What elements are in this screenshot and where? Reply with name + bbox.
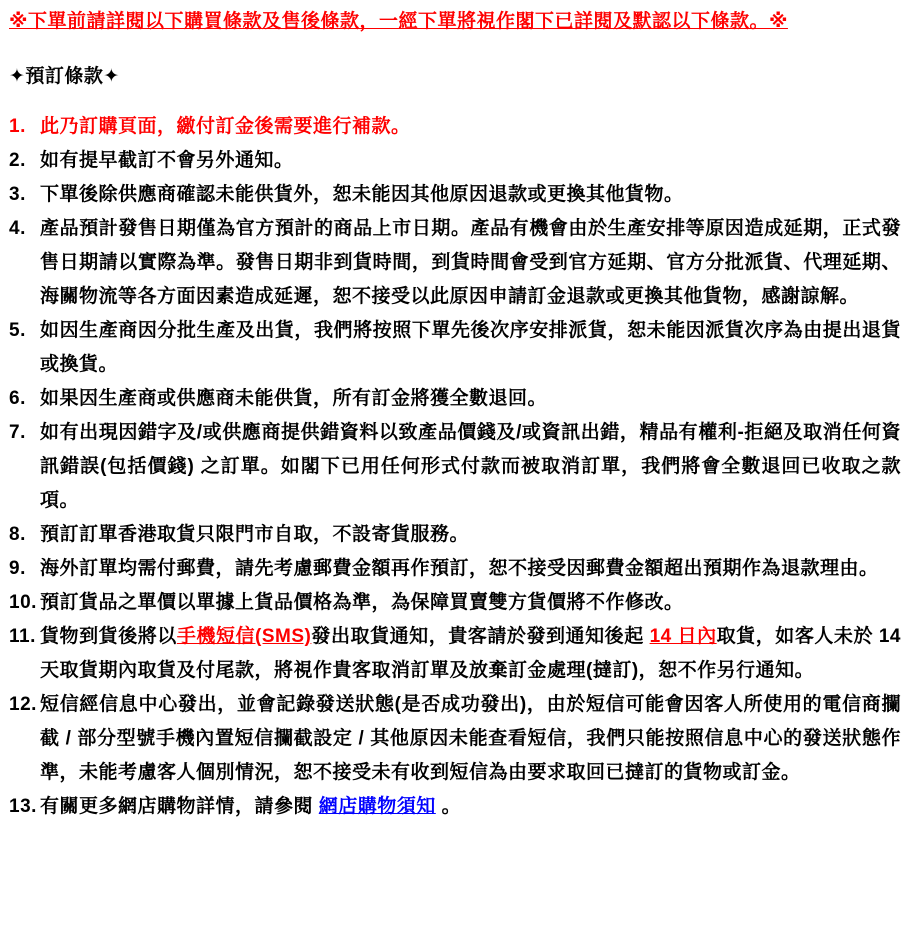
highlighted-term-text: 14 日內 — [649, 626, 717, 647]
term-text-segment: 預訂貨品之單價以單據上貨品價格為準，為保障買賣雙方貨價將不作修改。 — [40, 592, 684, 613]
term-text — [40, 518, 901, 552]
term-number: 13. — [9, 796, 37, 817]
term-text — [40, 416, 901, 518]
term-item — [9, 790, 901, 824]
term-number: 8. — [9, 524, 26, 545]
term-item — [9, 314, 901, 382]
term-text-segment: 發出取貨通知，貴客請於發到通知後起 — [311, 626, 650, 647]
term-number: 5. — [9, 320, 26, 341]
term-text-segment: 貨物到貨後將以 — [40, 626, 177, 647]
highlighted-term-text: 手機短信(SMS) — [176, 626, 312, 647]
term-item — [9, 110, 901, 144]
term-item — [9, 178, 901, 212]
term-number: 9. — [9, 558, 26, 579]
term-text-segment: 取貨，如客人未於 14 天取貨期內取貨及付尾款，將視作貴客取消訂單及放棄訂金處理(撻訂)，恕不作另行通知。 — [40, 626, 901, 681]
term-text — [40, 620, 901, 688]
term-number: 10. — [9, 592, 37, 613]
term-text-segment: 有關更多網店購物詳情，請參閱 — [40, 796, 319, 817]
term-number: 11. — [9, 626, 36, 647]
term-text-segment: 如有出現因錯字及/或供應商提供錯資料以致產品價錢及/或資訊出錯，精品有權利-拒絕及取消任何資訊錯誤(包括價錢) 之訂單。如閣下已用任何形式付款而被取消訂單，我們將會全數退回已收取之款項。 — [40, 422, 901, 511]
term-text-segment: 短信經信息中心發出，並會記錄發送狀態(是否成功發出)，由於短信可能會因客人所使用的電信商攔截 / 部分型號手機內置短信攔截設定 / 其他原因未能查看短信，我們只能按照信息中心的發送狀態作準，未能考慮客人個別情況，恕不接受未有收到短信為由要求取回已撻訂的貨物或訂金。 — [40, 694, 901, 783]
term-text-segment: 此乃訂購頁面，繳付訂金後需要進行補款。 — [40, 116, 411, 137]
term-item — [9, 518, 901, 552]
term-item — [9, 552, 901, 586]
term-text-segment: 下單後除供應商確認未能供貨外，恕未能因其他原因退款或更換其他貨物。 — [40, 184, 684, 205]
term-text — [40, 144, 901, 178]
term-text — [40, 688, 901, 790]
term-number: 1. — [9, 116, 26, 137]
term-number: 3. — [9, 184, 26, 205]
term-item — [9, 416, 901, 518]
term-text — [40, 790, 901, 824]
term-item — [9, 144, 901, 178]
term-text — [40, 552, 901, 586]
term-text — [40, 110, 901, 144]
term-item — [9, 212, 901, 314]
term-text-segment: 。 — [435, 796, 462, 817]
term-number: 4. — [9, 218, 26, 239]
term-text — [40, 382, 901, 416]
term-text-segment: 如因生產商因分批生產及出貨，我們將按照下單先後次序安排派貨，恕未能因派貨次序為由提出退貨或換貨。 — [40, 320, 901, 375]
term-text — [40, 212, 901, 314]
term-number: 6. — [9, 388, 26, 409]
term-item — [9, 688, 901, 790]
term-text-segment: 產品預計發售日期僅為官方預計的商品上市日期。產品有機會由於生產安排等原因造成延期，正式發售日期請以實際為準。發售日期非到貨時間，到貨時間會受到官方延期、官方分批派貨、代理延期、海關物流等各方面因素造成延遲，恕不接受以此原因申請訂金退款或更換其他貨物，感謝諒解。 — [40, 218, 901, 307]
term-text — [40, 314, 901, 382]
term-number: 2. — [9, 150, 26, 171]
term-item — [9, 586, 901, 620]
term-text-segment: 如有提早截訂不會另外通知。 — [40, 150, 294, 171]
term-number: 7. — [9, 422, 26, 443]
term-text — [40, 586, 901, 620]
terms-notice-title: ※下單前請詳閱以下購買條款及售後條款，一經下單將視作閣下已詳閱及默認以下條款。※ — [9, 11, 788, 32]
term-item — [9, 382, 901, 416]
term-number: 12. — [9, 694, 37, 715]
term-item — [9, 620, 901, 688]
term-text-segment: 如果因生產商或供應商未能供貨，所有訂金將獲全數退回。 — [40, 388, 548, 409]
shop-guide-link[interactable]: 網店購物須知 — [318, 796, 436, 817]
term-text-segment: 預訂訂單香港取貨只限門市自取，不設寄貨服務。 — [40, 524, 470, 545]
term-text-segment: 海外訂單均需付郵費，請先考慮郵費金額再作預訂，恕不接受因郵費金額超出預期作為退款理由。 — [40, 558, 879, 579]
preorder-terms-header: ✦預訂條款✦ — [9, 66, 120, 87]
term-text — [40, 178, 901, 212]
terms-list — [9, 110, 901, 824]
